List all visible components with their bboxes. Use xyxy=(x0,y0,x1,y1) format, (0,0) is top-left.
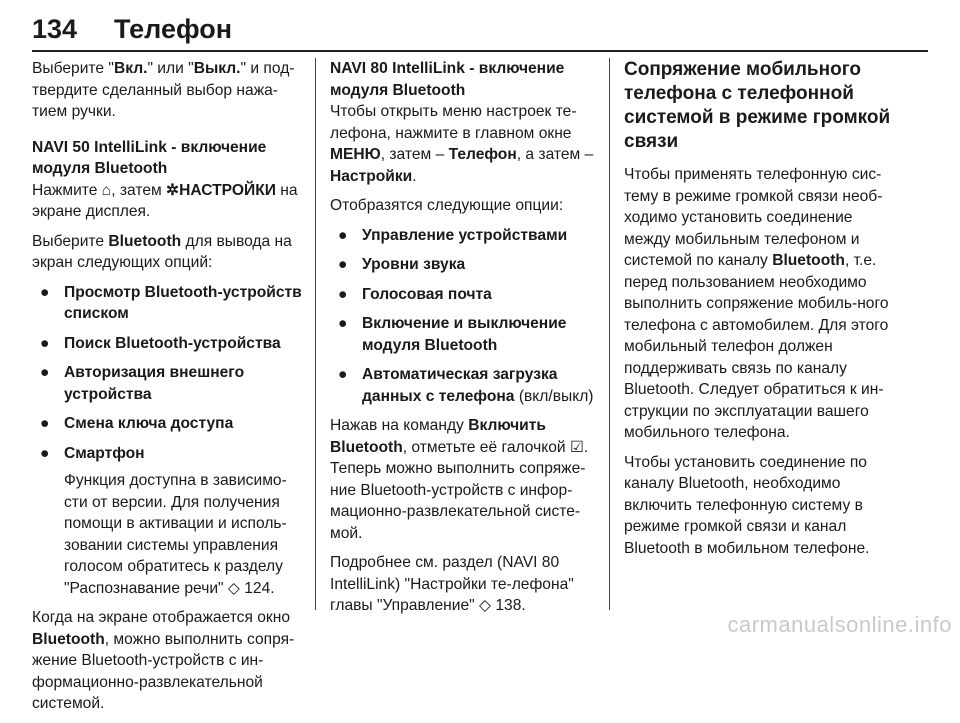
heading-navi50: NAVI 50 IntelliLink - включение модуля Bluetooth xyxy=(32,138,267,177)
list-phone-options xyxy=(330,225,600,408)
paragraph-pairing-requirement: Чтобы применять телефонную сис-тему в режиме громкой связи необ-ходимо установить соединение между мобильным телефоном и системой по каналу Bluetooth, т.е. перед пользованием необходимо выполнить сопряжение мобиль-ного телефона с автомобилем. Для этого мобильный телефон должен поддерживать связь по каналу Bluetooth. Следует обратиться к ин-струкции по эксплуатации вашего мобильного телефона. xyxy=(624,166,889,441)
paragraph-select-on-off: Выберите "Вкл." или "Выкл." и под-твердите сделанный выбор нажа-тием ручки. xyxy=(32,60,295,120)
page-title: Телефон xyxy=(114,14,233,44)
home-icon: ⌂ xyxy=(101,181,112,199)
paragraph-see-section: Подробнее см. раздел (NAVI 80 IntelliLink) "Настройки те-лефона" главы "Управление" ◇ 138. xyxy=(330,554,574,614)
bullet-icon: ● xyxy=(338,285,348,303)
bullet-icon: ● xyxy=(338,256,348,273)
heading-pairing: Сопряжение мобильного телефона с телефонной системой в режиме громкой связи xyxy=(624,59,891,152)
bullet-icon: ● xyxy=(40,415,50,432)
paragraph-select-bluetooth: Выберите Bluetooth для вывода на экран следующих опций: xyxy=(32,232,292,271)
paragraph-enable-bluetooth: Нажав на команду Включить Bluetooth, отметьте её галочкой ☑. Теперь можно выполнить сопряже-ние Bluetooth-устройств с инфор-мационно-развлекательной систе-мой. xyxy=(330,417,589,542)
list-item: ● Просмотр Bluetooth-устройств списком xyxy=(40,283,302,322)
paragraph-options-shown: Отобразятся следующие опции: xyxy=(330,197,564,214)
smartphone-description: Функция доступна в зависимо-сти от версии. Для получения помощи в активации и исполь-зовании системы управления голосом обратитесь к разделу "Распознавание речи" ◇ 124. xyxy=(64,472,287,597)
list-item: ● Смартфон xyxy=(32,443,302,465)
bullet-icon: ● xyxy=(338,315,348,332)
column-divider-2 xyxy=(609,58,610,610)
column-3 xyxy=(624,58,894,567)
bullet-icon: ● xyxy=(40,364,50,381)
column-2 xyxy=(330,58,600,625)
paragraph-enable-connection: Чтобы установить соединение по каналу Bluetooth, необходимо включить телефонную систему в режиме громкой связи и канал Bluetooth в мобильном телефоне. xyxy=(624,453,870,557)
list-item: ● Поиск Bluetooth-устройства xyxy=(32,333,302,355)
list-item: ● Авторизация внешнего устройства xyxy=(40,364,245,403)
list-item: ● Включение и выключение модуля Bluetooth xyxy=(338,315,567,354)
heading-navi80: NAVI 80 IntelliLink - включение модуля Bluetooth xyxy=(330,60,565,99)
page-number: 134 xyxy=(32,14,78,44)
column-divider-1 xyxy=(315,58,316,610)
watermark: carmanualsonline.info xyxy=(727,612,952,637)
checkbox-icon: ☑ xyxy=(569,438,584,456)
bullet-icon: ● xyxy=(40,334,50,352)
page-reference-icon: ◇ xyxy=(227,579,240,597)
bullet-icon: ● xyxy=(40,283,50,301)
column-1 xyxy=(32,58,302,723)
bullet-icon: ● xyxy=(40,444,50,462)
list-item: ● Управление устройствами xyxy=(330,225,600,247)
bullet-icon: ● xyxy=(338,226,348,244)
paragraph-open-settings: Чтобы открыть меню настроек те-лефона, нажмите в главном окне МЕНЮ, затем – Телефон, а затем – Настройки. xyxy=(330,103,594,185)
list-item: ● Смена ключа доступа xyxy=(32,413,302,435)
list-item: ● Голосовая почта xyxy=(330,284,600,306)
page-header xyxy=(32,0,932,56)
paragraph-bluetooth-window: Когда на экране отображается окно Bluetooth, можно выполнить сопря-жение Bluetooth-устройств с ин-формационно-развлекательной системой. xyxy=(32,609,295,712)
gear-icon: ✲ xyxy=(166,181,180,199)
bullet-icon: ● xyxy=(338,366,348,383)
paragraph-press-home: Нажмите ⌂, затем ✲НАСТРОЙКИ на экране дисплея. xyxy=(32,181,298,220)
list-item: ● Автоматическая загрузка данных с телефона (вкл/выкл) xyxy=(338,366,594,405)
list-bluetooth-options xyxy=(32,282,302,465)
page-reference-icon: ◇ xyxy=(479,597,492,614)
list-item: ● Уровни звука xyxy=(330,254,600,276)
header-rule xyxy=(32,50,928,52)
